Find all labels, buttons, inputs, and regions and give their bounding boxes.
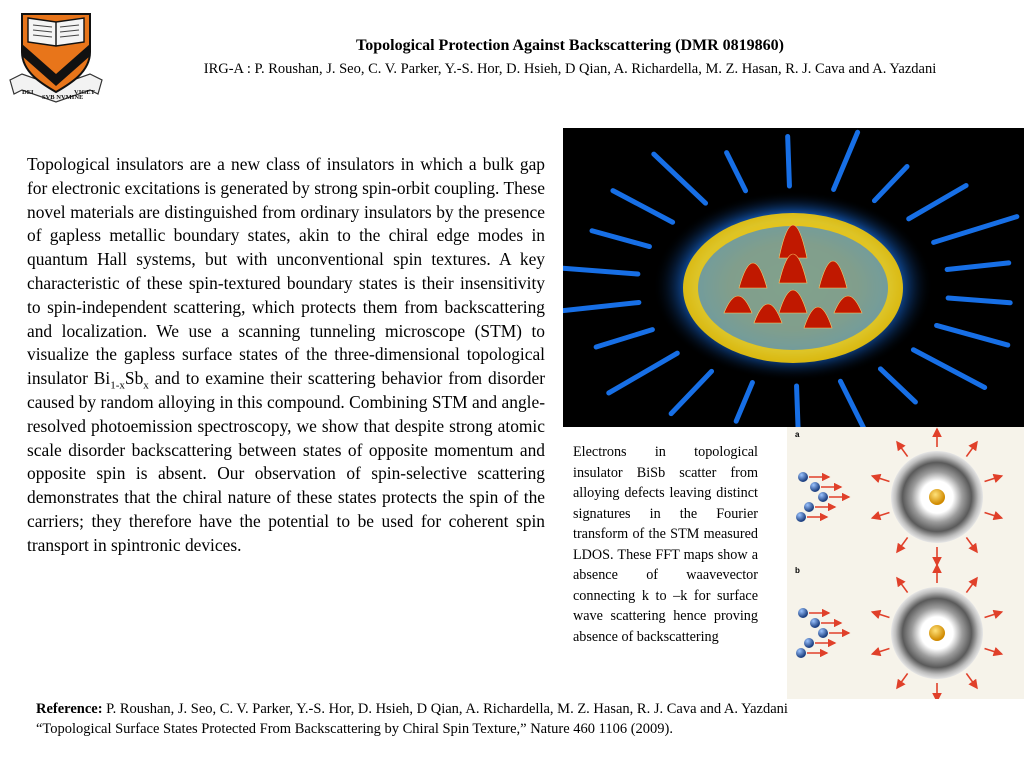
fft-spike: [880, 369, 915, 402]
fft-spike: [947, 263, 1009, 270]
body-text-part-3: and to examine their scattering behavior from disorder caused by random alloying in this compound. Combining STM and angle-resolved photoemission spectroscopy, we show that despite strong atomic scale disorder backscattering between states of opposite momentum and opposite spin is absent. Our observation of spin-selective scattering demonstrates that the chiral nature of these states protects the spin of the carriers; they therefore have the potential to be used for coherent spin transport in spintronic devices.: [27, 368, 546, 555]
subscript-2: x: [143, 379, 149, 392]
scattered-wave-arrow: [966, 578, 977, 593]
scattered-wave-arrow: [966, 442, 977, 457]
reference-authors: P. Roushan, J. Seo, C. V. Parker, Y.-S. Hor, D. Hsieh, D Qian, A. Richardella, M. Z. Hasan, R. J. Cava and A. Yazdani: [102, 701, 788, 717]
fft-spike: [609, 353, 678, 393]
scattered-wave-arrow: [897, 442, 908, 457]
scattered-wave-arrow: [966, 537, 977, 552]
banner-text-left: DEI: [22, 89, 34, 96]
panel-b: [796, 565, 1002, 699]
fft-spike: [592, 231, 649, 247]
scattered-wave-arrow: [985, 512, 1002, 518]
body-paragraph: [27, 153, 545, 558]
panel-label-a: a: [795, 430, 800, 439]
scattered-wave-arrow: [897, 537, 908, 552]
panel-label-b: b: [795, 566, 800, 575]
fft-spike: [671, 371, 711, 413]
electron: [804, 502, 814, 512]
electron: [818, 628, 828, 638]
reference-label: Reference:: [36, 701, 103, 717]
fft-spike: [736, 383, 752, 422]
fft-spike: [934, 217, 1017, 243]
scattered-wave-arrow: [966, 673, 977, 688]
scattered-wave-arrow: [985, 476, 1002, 482]
electron: [798, 472, 808, 482]
fft-map-image: [563, 128, 1024, 427]
banner-text-center: SVB NVMINE: [42, 94, 84, 101]
scattered-wave-arrow: [872, 648, 889, 654]
scattered-wave-arrow: [985, 648, 1002, 654]
fft-spike: [797, 386, 799, 427]
scattered-wave-arrow: [897, 578, 908, 593]
fft-spike: [913, 350, 984, 388]
scattered-wave-arrow: [897, 673, 908, 688]
scattered-wave-arrow: [985, 612, 1002, 618]
defect-atom: [929, 625, 945, 641]
fft-spike: [654, 154, 706, 203]
reference-citation: “Topological Surface States Protected From Backscattering by Chiral Spin Texture,” Nature 460 1106 (2009).: [36, 721, 674, 737]
fft-spike: [727, 153, 746, 191]
fft-spike: [937, 325, 1008, 345]
fft-spike: [563, 302, 639, 310]
electron: [796, 512, 806, 522]
fft-spike: [948, 298, 1010, 303]
fft-spike: [613, 191, 673, 223]
scattered-wave-arrow: [872, 512, 889, 518]
figure-caption: Electrons in topological insulator BiSb scatter from alloying defects leaving distinct signatures in the Fourier transform of the STM measured LDOS. These FFT maps show a absence of waavevector connecting k to –k for surface wave scattering hence proving absence of backscattering: [573, 444, 758, 645]
body-text-part-1: Topological insulators are a new class of insulators in which a bulk gap for electronic excitations is generated by strong spin-orbit coupling. These novel materials are distinguished from ordinary insulators by the presence of gapless metallic boundary states, akin to the chiral edge modes in quantum Hall systems, but with unconventional spin textures. A key characteristic of these spin-textured boundary states is their insensitivity to spin-independent scattering, which protects them from backscattering and localization. We use a scanning tunneling microscope (STM) to visualize the gapless surface states of the three-dimensional topological insulator Bi: [27, 154, 545, 389]
scattering-schematic: [787, 427, 1024, 699]
electron: [810, 618, 820, 628]
electron: [818, 492, 828, 502]
fft-spike: [834, 132, 858, 189]
electron: [804, 638, 814, 648]
fft-spike: [840, 381, 864, 427]
subscript-1: 1-x: [110, 379, 125, 392]
panel-a: [796, 429, 1002, 565]
fft-spike: [788, 136, 790, 186]
fft-spike: [563, 267, 638, 274]
scattered-wave-arrow: [872, 476, 889, 482]
princeton-shield-icon: [8, 8, 104, 108]
fft-spike: [874, 167, 907, 201]
author-list: IRG-A : P. Roushan, J. Seo, C. V. Parker, Y.-S. Hor, D. Hsieh, D Qian, A. Richardella, M. Z. Hasan, R. J. Cava and A. Yazdani: [203, 61, 937, 77]
page-title: Topological Protection Against Backscattering (DMR 0819860): [356, 37, 784, 54]
fft-spike: [909, 185, 966, 218]
electron: [810, 482, 820, 492]
electron: [798, 608, 808, 618]
fft-spike: [596, 330, 652, 347]
scattered-wave-arrow: [872, 612, 889, 618]
banner-text-right: VIGET: [74, 89, 95, 96]
defect-atom: [929, 489, 945, 505]
reference-block: [36, 699, 996, 739]
body-text-part-2: Sb: [124, 368, 144, 389]
electron: [796, 648, 806, 658]
